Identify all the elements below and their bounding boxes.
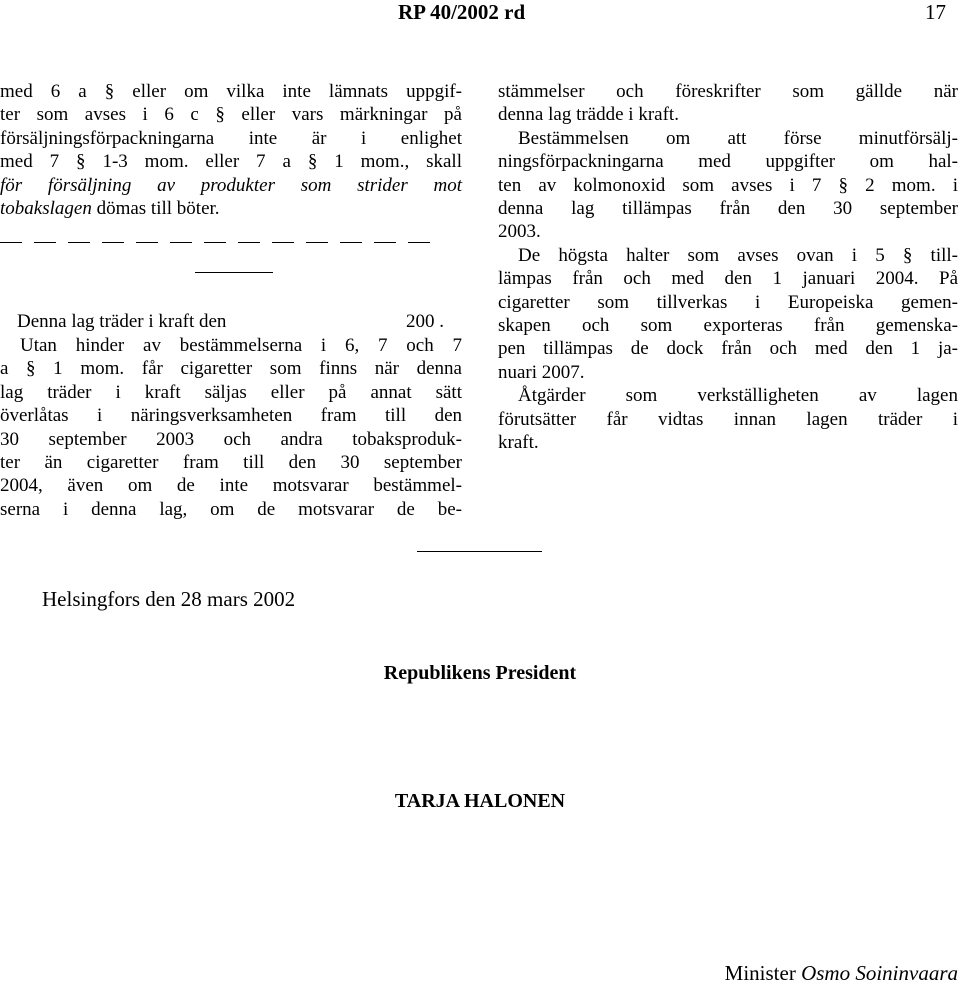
minister-signature — [725, 962, 958, 985]
president-name: TARJA HALONEN — [394, 790, 566, 812]
dash — [374, 242, 396, 252]
right-line-5: ten av kolmonoxid som avses i 7 § 2 mom. i — [498, 174, 958, 196]
transition-line-7: 2004, även om de inte motsvarar bestämmel- — [0, 475, 462, 497]
left-line-6 — [0, 197, 462, 220]
end-rule — [417, 551, 542, 552]
running-header — [0, 1, 946, 27]
minister-name: Osmo Soininvaara — [801, 961, 958, 985]
dash — [102, 242, 124, 252]
dash — [204, 242, 226, 252]
right-column — [498, 80, 958, 455]
right-line-13: nuari 2007. — [498, 361, 585, 383]
right-line-14: Åtgärder som verkställigheten av lagen — [518, 385, 958, 407]
dash — [170, 242, 192, 252]
right-line-8: De högsta halter som avses ovan i 5 § till- — [518, 244, 958, 266]
left-line-6-rest: dömas till böter. — [91, 198, 220, 220]
left-line-3: försäljningsförpackningarna inte är i enlighet — [0, 127, 462, 149]
dash — [34, 242, 56, 252]
president-title: Republikens President — [383, 662, 577, 684]
page-number: 17 — [925, 0, 946, 24]
dash — [0, 242, 22, 252]
right-line-1: stämmelser och föreskrifter som gällde när — [498, 81, 958, 102]
right-line-10: cigaretter som tillverkas i Europeiska gemen- — [498, 291, 958, 313]
dash — [408, 242, 430, 252]
left-line-1: med 6 a § eller om vilka inte lämnats uppgif- — [0, 81, 462, 102]
transition-provision — [0, 334, 462, 521]
place-and-date: Helsingfors den 28 mars 2002 — [42, 587, 296, 611]
left-column — [0, 80, 462, 220]
transition-line-8: serna i denna lag, om de motsvarar de be- — [0, 498, 462, 520]
right-line-2: denna lag trädde i kraft. — [498, 104, 679, 126]
transition-line-3: lag träder i kraft säljas eller på annat sätt — [0, 381, 462, 403]
transition-line-5: 30 september 2003 och andra tobaksproduk- — [0, 428, 462, 450]
dash — [272, 242, 294, 252]
dash — [306, 242, 328, 252]
right-line-6: denna lag tillämpas från den 30 september — [498, 198, 958, 220]
left-line-5: för försäljning av produkter som strider mot — [0, 174, 462, 196]
dash — [136, 242, 158, 252]
right-line-15: förutsätter får vidtas innan lagen träder i — [498, 408, 958, 430]
right-line-9: lämpas från och med den 1 januari 2004. På — [498, 268, 958, 290]
in-force-text: Denna lag träder i kraft den — [17, 311, 227, 332]
minister-label: Minister — [724, 961, 796, 985]
dash — [68, 242, 90, 252]
left-line-2: ter som avses i 6 c § eller vars märkningar på — [0, 104, 462, 126]
left-line-4: med 7 § 1-3 mom. eller 7 a § 1 mom., skall — [0, 151, 462, 173]
transition-line-1: Utan hinder av bestämmelserna i 6, 7 och 7 — [20, 335, 462, 356]
right-line-4: ningsförpackningarna med uppgifter om hal- — [498, 151, 958, 173]
tobakslagen-term: tobakslagen — [0, 198, 92, 220]
transition-line-2: a § 1 mom. får cigaretter som finns när denna — [0, 358, 462, 380]
transition-line-4: överlåtas i näringsverksamheten fram till den — [0, 405, 462, 427]
right-line-3: Bestämmelsen om att förse minutförsälj- — [518, 127, 958, 149]
document-title: RP 40/2002 rd — [398, 0, 526, 24]
right-line-7: 2003. — [498, 221, 541, 243]
dash — [340, 242, 362, 252]
section-divider — [195, 272, 273, 273]
right-line-11: skapen och som exporteras från gemenska- — [498, 315, 958, 337]
in-force-year: 200 . — [406, 311, 444, 332]
transition-line-6: ter än cigaretter fram till den 30 september — [0, 452, 462, 474]
omission-dashes — [0, 232, 430, 252]
right-line-16: kraft. — [498, 432, 539, 454]
right-line-12: pen tillämpas de dock från och med den 1 ja- — [498, 338, 958, 360]
dash — [238, 242, 260, 252]
